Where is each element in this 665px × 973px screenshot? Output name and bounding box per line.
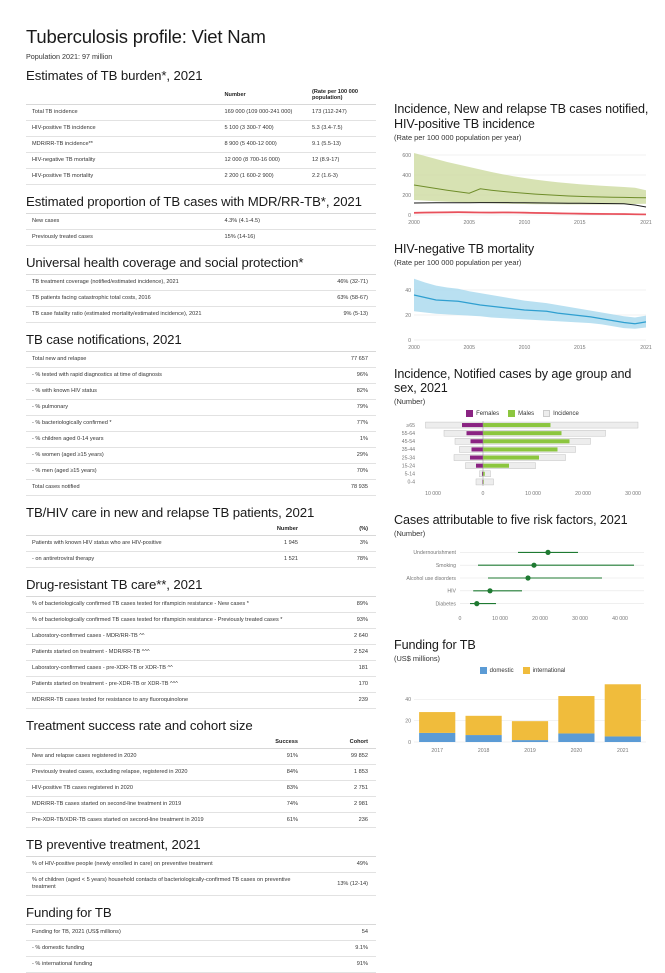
cell-rate: 9.1 (5.5-13) (306, 136, 376, 152)
chart-incidence (394, 102, 651, 226)
cell-value: 1% (306, 431, 376, 447)
cell-success: 83% (219, 780, 307, 796)
table-row (26, 780, 376, 796)
svg-text:Diabetes: Diabetes (435, 601, 456, 608)
cell-label: Total new and relapse (26, 351, 306, 367)
svg-text:30 000: 30 000 (572, 616, 588, 623)
cell-label: HIV-negative TB mortality (26, 152, 219, 168)
cell-number: 12 000 (8 700-16 000) (219, 152, 307, 168)
cell-label: - % international funding (26, 957, 306, 973)
svg-text:≥65: ≥65 (406, 423, 415, 430)
table-header-row (26, 737, 376, 749)
cell-label: % of bacteriologically confirmed TB cases tested for rifampicin resistance - Previously treated cases * (26, 612, 306, 628)
cell-value: 91% (306, 957, 376, 973)
table-row (26, 551, 376, 567)
cell-value: 70% (306, 463, 376, 479)
cell-label: New and relapse cases registered in 2020 (26, 748, 219, 764)
svg-text:2021: 2021 (617, 748, 629, 755)
cell-label: New cases (26, 213, 219, 229)
svg-text:0: 0 (458, 616, 462, 623)
svg-text:20 000: 20 000 (575, 491, 591, 498)
cell-label: - % tested with rapid diagnostics at time of diagnosis (26, 367, 306, 383)
cell-value: 46% (32-71) (306, 274, 376, 290)
cell-value: 2 524 (306, 644, 376, 660)
legend-swatch-females (466, 410, 473, 417)
table-row (26, 796, 376, 812)
svg-text:40: 40 (405, 697, 411, 704)
cell-value: 49% (306, 857, 376, 873)
table-row (26, 925, 376, 941)
chart-agesex-plot (394, 419, 652, 497)
table-row (26, 628, 376, 644)
cell-number: 1 521 (219, 551, 307, 567)
col-cohort: Cohort (306, 737, 376, 749)
legend-label-males: Males (518, 410, 535, 417)
legend-label-international: international (532, 667, 566, 674)
svg-text:0: 0 (408, 739, 411, 746)
chart-funding-legend (394, 667, 651, 674)
chart-incidence-subtitle: (Rate per 100 000 population per year) (394, 132, 522, 142)
table-row (26, 399, 376, 415)
cell-rate: 12 (8.9-17) (306, 152, 376, 168)
cell-value: 79% (306, 399, 376, 415)
cell-label: % of children (aged < 5 years) household contacts of bacteriologically-confirmed TB cases on preventive treatment (26, 873, 306, 896)
col-percent: (%) (306, 524, 376, 536)
table-header-row (26, 87, 376, 105)
cell-value: 78 935 (306, 479, 376, 495)
svg-text:2019: 2019 (524, 748, 536, 755)
cell-label: TB treatment coverage (notified/estimated incidence), 2021 (26, 274, 306, 290)
section-heading-notifications: TB case notifications, 2021 (26, 331, 182, 347)
col-rate: (Rate per 100 000 population) (306, 87, 376, 105)
cell-value: 13% (12-14) (306, 873, 376, 896)
table-row (26, 351, 376, 367)
table-row (26, 120, 376, 136)
section-heading-drtb: Drug-resistant TB care**, 2021 (26, 576, 203, 592)
svg-text:15-24: 15-24 (401, 463, 415, 470)
cell-label: - on antiretroviral therapy (26, 551, 219, 567)
table-drtb (26, 596, 376, 709)
cell-percent: 78% (306, 551, 376, 567)
svg-text:2015: 2015 (573, 344, 586, 351)
svg-text:HIV: HIV (447, 588, 456, 595)
cell-label: Pre-XDR-TB/XDR-TB cases started on second-line treatment in 2019 (26, 812, 219, 828)
section-heading-uhc: Universal health coverage and social protection* (26, 254, 304, 270)
table-row (26, 274, 376, 290)
table-success (26, 737, 376, 829)
cell-label: Previously treated cases (26, 229, 219, 245)
cell-value: 15% (14-16) (219, 229, 377, 245)
table-row (26, 660, 376, 676)
cell-label: TB case fatality ratio (estimated mortality/estimated incidence), 2021 (26, 306, 306, 322)
col-number: Number (219, 87, 307, 105)
cell-cohort: 2 751 (306, 780, 376, 796)
table-row (26, 463, 376, 479)
chart-agesex-title: Incidence, Notified cases by age group and sex, 2021 (394, 366, 632, 396)
table-row (26, 383, 376, 399)
svg-text:400: 400 (402, 172, 411, 179)
cell-label: - % with known HIV status (26, 383, 306, 399)
cell-value: 170 (306, 676, 376, 692)
section-heading-tbhiv: TB/HIV care in new and relapse TB patients, 2021 (26, 504, 315, 520)
svg-text:2018: 2018 (477, 748, 490, 755)
cell-label: HIV-positive TB mortality (26, 168, 219, 184)
cell-label: MDR/RR-TB cases tested for resistance to any fluoroquinolone (26, 692, 306, 708)
table-row (26, 415, 376, 431)
table-row (26, 290, 376, 306)
cell-label: Laboratory-confirmed cases - MDR/RR-TB ^^ (26, 628, 306, 644)
section-heading-funding-table: Funding for TB (26, 905, 112, 921)
cell-success: 84% (219, 764, 307, 780)
cell-label: - % bacteriologically confirmed * (26, 415, 306, 431)
table-row (26, 306, 376, 322)
cell-rate: 173 (112-247) (306, 105, 376, 121)
chart-risk-subtitle: (Number) (394, 529, 426, 539)
chart-funding (394, 638, 651, 754)
svg-text:0: 0 (481, 491, 485, 498)
cell-label: Patients started on treatment - MDR/RR-TB ^^^ (26, 644, 306, 660)
chart-risk-title: Cases attributable to five risk factors, 2021 (394, 513, 628, 528)
svg-text:2021: 2021 (640, 344, 652, 351)
svg-text:40: 40 (405, 287, 411, 294)
svg-text:2017: 2017 (431, 748, 443, 755)
svg-text:10 000: 10 000 (425, 491, 441, 498)
table-header-row (26, 524, 376, 536)
table-row (26, 596, 376, 612)
section-heading-preventive: TB preventive treatment, 2021 (26, 837, 201, 853)
two-column-layout (26, 66, 652, 973)
cell-label: HIV-positive TB incidence (26, 120, 219, 136)
legend-item-incidence (543, 410, 579, 417)
table-row (26, 957, 376, 973)
svg-text:20: 20 (405, 718, 411, 725)
chart-agesex-subtitle: (Number) (394, 397, 426, 407)
cell-label: TB patients facing catastrophic total costs, 2016 (26, 290, 306, 306)
chart-funding-title: Funding for TB (394, 638, 476, 653)
cell-number: 2 200 (1 600-2 900) (219, 168, 307, 184)
table-notifications (26, 351, 376, 496)
chart-mortality-title: HIV-negative TB mortality (394, 241, 535, 256)
chart-incidence-title: Incidence, New and relapse TB cases notified, HIV-positive TB incidence (394, 102, 649, 131)
legend-item-domestic (480, 667, 514, 674)
chart-funding-plot (394, 676, 652, 754)
cell-value: 89% (306, 596, 376, 612)
chart-mortality-plot (394, 271, 652, 351)
table-row (26, 644, 376, 660)
cell-cohort: 99 852 (306, 748, 376, 764)
table-row (26, 873, 376, 896)
cell-rate: 2.2 (1.6-3) (306, 168, 376, 184)
svg-text:2010: 2010 (518, 219, 531, 226)
cell-number: 1 945 (219, 535, 307, 551)
cell-percent: 3% (306, 535, 376, 551)
cell-label: Patients with known HIV status who are HIV-positive (26, 535, 219, 551)
cell-value: 9.1% (306, 941, 376, 957)
cell-label: HIV-positive TB cases registered in 2020 (26, 780, 219, 796)
svg-text:0: 0 (408, 212, 411, 219)
chart-mortality-subtitle: (Rate per 100 000 population per year) (394, 257, 522, 267)
cell-rate: 5.3 (3.4-7.5) (306, 120, 376, 136)
table-row (26, 213, 376, 229)
table-row (26, 152, 376, 168)
cell-value: 9% (5-13) (306, 306, 376, 322)
table-row (26, 612, 376, 628)
legend-swatch-incidence (543, 410, 550, 417)
svg-text:200: 200 (402, 192, 411, 199)
section-heading-mdr-proportion: Estimated proportion of TB cases with MDR/RR-TB*, 2021 (26, 193, 362, 209)
table-row (26, 941, 376, 957)
table-row (26, 692, 376, 708)
page-title: Tuberculosis profile: Viet Nam (26, 26, 266, 47)
table-row (26, 105, 376, 121)
cell-label: MDR/RR-TB incidence** (26, 136, 219, 152)
table-row (26, 229, 376, 245)
col-blank (26, 524, 219, 536)
svg-text:Smoking: Smoking (435, 563, 456, 570)
table-row (26, 447, 376, 463)
svg-text:20: 20 (405, 312, 411, 319)
col-success: Success (219, 737, 307, 749)
table-row (26, 764, 376, 780)
cell-label: Previously treated cases, excluding relapse, registered in 2020 (26, 764, 219, 780)
right-column (376, 66, 651, 973)
svg-text:2020: 2020 (570, 748, 583, 755)
chart-mortality (394, 242, 651, 351)
cell-label: Funding for TB, 2021 (US$ millions) (26, 925, 306, 941)
chart-funding-subtitle: (US$ millions) (394, 654, 440, 664)
chart-incidence-plot (394, 146, 652, 226)
section-heading-burden: Estimates of TB burden*, 2021 (26, 68, 203, 83)
svg-text:2005: 2005 (463, 219, 476, 226)
chart-agesex-legend (394, 410, 651, 417)
col-blank (26, 737, 219, 749)
svg-text:20 000: 20 000 (532, 616, 548, 623)
cell-success: 74% (219, 796, 307, 812)
cell-label: % of HIV-positive people (newly enrolled in care) on preventive treatment (26, 857, 306, 873)
cell-number: 5 100 (3 300-7 400) (219, 120, 307, 136)
chart-agesex (394, 367, 651, 498)
chart-risk (394, 513, 651, 622)
svg-text:45-54: 45-54 (401, 439, 415, 446)
table-burden (26, 87, 376, 185)
svg-text:55-64: 55-64 (401, 431, 415, 438)
cell-label: MDR/RR-TB cases started on second-line treatment in 2019 (26, 796, 219, 812)
cell-cohort: 236 (306, 812, 376, 828)
table-row (26, 367, 376, 383)
legend-item-males (508, 410, 534, 417)
cell-number: 169 000 (109 000-241 000) (219, 105, 307, 121)
cell-label: - % children aged 0-14 years (26, 431, 306, 447)
table-mdr-proportion (26, 213, 376, 246)
section-heading-success: Treatment success rate and cohort size (26, 717, 253, 733)
table-row (26, 136, 376, 152)
legend-label-incidence: Incidence (553, 410, 579, 417)
table-row (26, 857, 376, 873)
table-preventive (26, 856, 376, 896)
cell-label: Total cases notified (26, 479, 306, 495)
table-funding (26, 924, 376, 973)
svg-text:2000: 2000 (408, 344, 420, 351)
legend-swatch-domestic (480, 667, 487, 674)
table-row (26, 431, 376, 447)
cell-label: - % women (aged ≥15 years) (26, 447, 306, 463)
cell-value: 93% (306, 612, 376, 628)
svg-text:2010: 2010 (518, 344, 531, 351)
svg-text:25-34: 25-34 (401, 455, 415, 462)
svg-text:600: 600 (402, 152, 411, 159)
svg-text:Alcohol use disorders: Alcohol use disorders (406, 575, 456, 582)
cell-label: - % pulmonary (26, 399, 306, 415)
cell-success: 91% (219, 748, 307, 764)
table-row (26, 168, 376, 184)
cell-cohort: 2 981 (306, 796, 376, 812)
cell-value: 77 657 (306, 351, 376, 367)
table-row (26, 535, 376, 551)
svg-text:30 000: 30 000 (625, 491, 641, 498)
svg-text:2015: 2015 (573, 219, 586, 226)
cell-cohort: 1 853 (306, 764, 376, 780)
cell-value: 29% (306, 447, 376, 463)
svg-text:2000: 2000 (408, 219, 420, 226)
legend-swatch-international (523, 667, 530, 674)
cell-value: 77% (306, 415, 376, 431)
cell-value: 82% (306, 383, 376, 399)
table-uhc (26, 274, 376, 323)
cell-label: % of bacteriologically confirmed TB cases tested for rifampicin resistance - New cases * (26, 596, 306, 612)
cell-label: Laboratory-confirmed cases - pre-XDR-TB or XDR-TB ^^ (26, 660, 306, 676)
cell-label: - % men (aged ≥15 years) (26, 463, 306, 479)
svg-text:2021: 2021 (640, 219, 652, 226)
cell-value: 4.3% (4.1-4.5) (219, 213, 377, 229)
svg-text:5-14: 5-14 (404, 471, 415, 478)
table-row (26, 676, 376, 692)
legend-label-females: Females (476, 410, 500, 417)
col-number: Number (219, 524, 307, 536)
cell-value: 181 (306, 660, 376, 676)
legend-item-females (466, 410, 499, 417)
cell-number: 8 900 (5 400-12 000) (219, 136, 307, 152)
cell-success: 61% (219, 812, 307, 828)
legend-label-domestic: domestic (489, 667, 514, 674)
svg-text:0: 0 (408, 337, 411, 344)
table-row (26, 479, 376, 495)
cell-value: 239 (306, 692, 376, 708)
svg-text:10 000: 10 000 (492, 616, 508, 623)
population-subtitle: Population 2021: 97 million (26, 52, 113, 61)
svg-text:Undernourishment: Undernourishment (413, 550, 456, 557)
cell-value: 2 640 (306, 628, 376, 644)
left-column (26, 66, 376, 973)
svg-text:10 000: 10 000 (525, 491, 541, 498)
svg-text:2005: 2005 (463, 344, 476, 351)
svg-text:40 000: 40 000 (612, 616, 628, 623)
col-blank (26, 87, 219, 105)
table-row (26, 748, 376, 764)
cell-value: 54 (306, 925, 376, 941)
cell-value: 63% (58-67) (306, 290, 376, 306)
svg-text:35-44: 35-44 (401, 447, 415, 454)
legend-swatch-males (508, 410, 515, 417)
legend-item-international (523, 667, 566, 674)
cell-label: - % domestic funding (26, 941, 306, 957)
chart-risk-plot (394, 542, 652, 622)
svg-text:0-4: 0-4 (407, 480, 415, 487)
table-row (26, 812, 376, 828)
cell-value: 96% (306, 367, 376, 383)
cell-label: Patients started on treatment - pre-XDR-TB or XDR-TB ^^^ (26, 676, 306, 692)
table-tbhiv (26, 524, 376, 568)
cell-label: Total TB incidence (26, 105, 219, 121)
